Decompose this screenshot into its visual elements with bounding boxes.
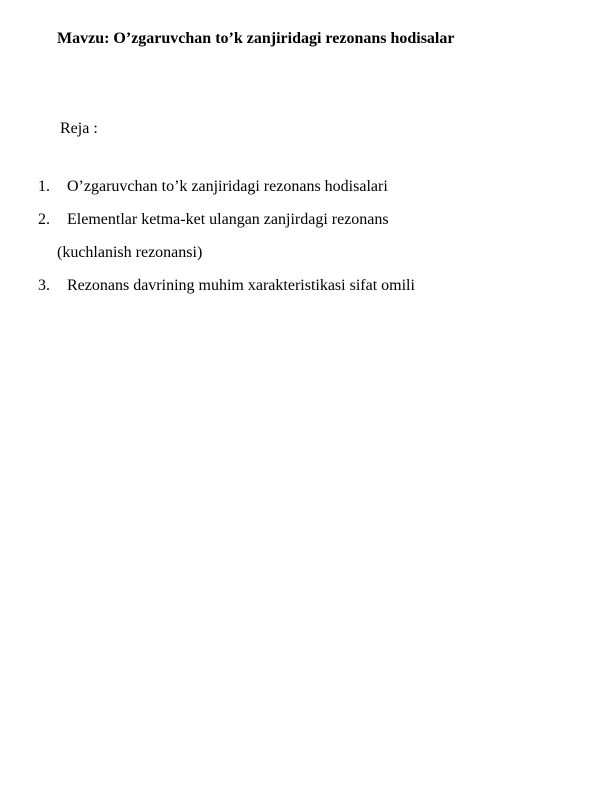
plan-item-text: O’zgaruvchan to’k zanjiridagi rezonans hodisalari <box>67 178 388 195</box>
plan-item-text: Elementlar ketma-ket ulangan zanjirdagi rezonans <box>67 211 389 228</box>
plan-item-continuation: (kuchlanish rezonansi) <box>57 244 203 261</box>
plan-item-number: 2. <box>38 211 50 228</box>
plan-item <box>0 210 612 230</box>
plan-item <box>0 276 612 296</box>
plan-item-text: Rezonans davrining muhim xarakteristikasi sifat omili <box>67 277 415 294</box>
plan-item-number: 3. <box>38 277 50 294</box>
plan-item-number: 1. <box>38 178 50 195</box>
document-title: Mavzu: O’zgaruvchan to’k zanjiridagi rezonans hodisalar <box>57 30 455 47</box>
plan-item <box>0 177 612 197</box>
plan-label: Reja : <box>60 120 98 137</box>
